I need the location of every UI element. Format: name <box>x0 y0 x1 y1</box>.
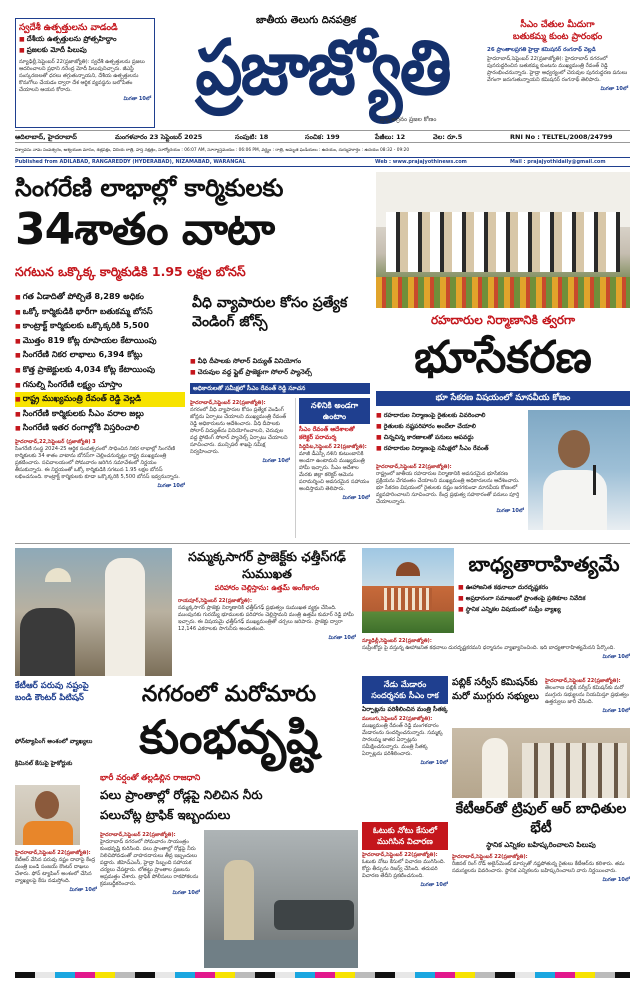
rain-dateline: హైదరాబాద్,సెప్టెంబర్ 22(ప్రజాజ్యోతి): <box>100 832 176 838</box>
lead-body <box>15 437 185 539</box>
badhyata-headline[interactable]: బాధ్యతారాహిత్యమే <box>468 552 620 576</box>
sammakka-text: సమ్మక్కసాగర్ ప్రాజెక్టు నిర్మాణానికి ఛత్తీస్‌గఢ్ ప్రభుత్వం సుముఖత వ్యక్తం చేసింది. ముంపునకు గురయ్యే భూములకు పరిహారం చెల్లిస్తామని మంత్రి ఉత్తమ్ కుమార్ రెడ్డి హామీ ఇచ్చారు. ఈ విషయమై ఛత్తీస్‌గఢ్ ముఖ్యమంత్రితో చర్చలు జరిపారు. ప్రాజెక్టు ద్వారా 12,146 ఎకరాలకు సాగునీరు అందుతుంది. <box>178 605 354 632</box>
lead-bullet: ■ సింగరేణి ఇతర రంగాల్లోకి విస్తరించాలి <box>15 421 185 435</box>
ktr-right-more[interactable]: మిగతా 10లో <box>602 877 630 883</box>
vendor-headline[interactable]: వీధి వ్యాపారుల కోసం ప్రత్యేక వెండింగ్ జోన్స్ <box>192 295 348 330</box>
nalini-box[interactable] <box>295 398 370 538</box>
man-foreground <box>20 608 75 676</box>
vote-box[interactable] <box>362 822 448 968</box>
lead-headline-line1[interactable]: సింగరేణి లాభాల్లో కార్మికులకు <box>15 174 284 202</box>
medaram-subtitle: ఏర్పాట్లను పరిశీలించిన మంత్రి సీతక్క <box>362 706 448 713</box>
lead-bullet: ■ కాంట్రాక్ట్ కార్మికులకు ఒక్కొక్కరికి 5,500 <box>15 319 185 334</box>
sammakka-more[interactable]: మిగతా 10లో <box>328 635 356 641</box>
price: వెల: రూ.5 <box>433 133 463 141</box>
nalini-dateline: సిద్దిపేట,సెప్టెంబర్ 22(ప్రజాజ్యోతి): <box>299 444 367 450</box>
left-teaser-text: న్యూఢిల్లీ,సెప్టెంబర్ 22(ప్రజాజ్యోతి): స్వదేశీ ఉత్పత్తులను ప్రజలు ఆదరించాలని ప్రధాని నరేంద్ర మోదీ పిలుపునిచ్చారు. జీఎస్టీ సంస్కరణలతో ధరలు తగ్గుతున్నాయని, దేశీయ ఉత్పత్తులను కొనుగోలు చేయడం ద్వారా దేశ ఆర్థిక వ్యవస్థను బలోపేతం చేయాలని ఆయన కోరారు. <box>19 59 145 93</box>
vendor-bullet: ■ వీధి దీపాలకు సోలార్ విద్యుత్ వినియోగం <box>190 356 370 367</box>
pages: పేజీలు: 12 <box>375 133 406 141</box>
bhoo-subtitle: భూ సేకరణ విషయంలో మానవీయ కోణం <box>376 391 630 406</box>
lead-more[interactable]: మిగతా 10లో <box>157 483 185 489</box>
worker-helmet <box>45 568 71 582</box>
vote-headline: ఓటుకు నోటు కేసులో ముగిసిన విచారణ <box>362 822 448 850</box>
bandi-head <box>35 791 59 819</box>
lead-headline-line2[interactable]: 34శాతం వాటా <box>15 204 275 255</box>
bhoo-kicker: రహదారుల నిర్మాణానికి త్వరగా <box>430 313 576 327</box>
sammakka-body <box>178 596 356 676</box>
microphone <box>593 465 596 495</box>
psc-body <box>545 676 630 726</box>
rain-body <box>100 830 200 968</box>
sammakka-subtitle: పరిహారం చెల్లిస్తాను: ఉత్తమ్ అంగీకారం <box>214 584 320 592</box>
bhoo-bullet: ■ రైతులకు నష్టపరిహారం అందేలా చేయాలి <box>376 421 526 432</box>
farmers-group <box>522 743 627 798</box>
badhyata-more[interactable]: మిగతా 10లో <box>602 654 630 660</box>
flooded-road <box>204 940 358 968</box>
medaram-box[interactable] <box>362 676 448 818</box>
nalini-subtitle: సీఎం రేవంత్ ఆదేశాలతో కలెక్టర్ పరామర్శ <box>299 426 355 441</box>
vendor-more[interactable]: మిగతా 10లో <box>262 458 290 464</box>
ktr-left-body <box>15 848 97 968</box>
cm-speaking-photo[interactable] <box>528 410 630 530</box>
lead-subtitle: సగటున ఒక్కొక్క కార్మికుడికి 1.95 లక్షల బోనస్ <box>15 264 246 279</box>
lead-bullet: ■ కొత్త ప్రాజెక్టులకు 4,034 కోట్ల కేటాయింపు <box>15 363 185 378</box>
medaram-dateline: ములుగు,సెప్టెంబర్ 22(ప్రజాజ్యోతి): <box>362 716 433 722</box>
left-teaser-bullet: ■ ప్రజలకు మోదీ పిలుపు <box>19 45 151 56</box>
issue-date: మంగళవారం 23 సెప్టెంబర్ 2025 <box>115 133 203 141</box>
psc-headline[interactable]: పబ్లిక్ సర్వీస్ కమిషన్‌కు మరో ముగ్గురు సభ్యులు <box>452 677 539 702</box>
rain-headline-line1[interactable]: నగరంలో మరోమారు <box>141 682 317 707</box>
right-teaser-box[interactable] <box>485 18 630 128</box>
bhoo-headline[interactable]: భూసేకరణ <box>414 332 592 383</box>
rain-line1: పలు ప్రాంతాల్లో రోడ్లపై నిలిచిన నీరు <box>100 788 263 802</box>
lead-bullet: ■ సింగరేణి కార్మికులకు సీఎం వరాల జల్లు <box>15 407 185 422</box>
rain-subtitle: భారీ వర్షంతో తల్లడిల్లిన రాజధాని <box>100 773 201 782</box>
ktr-figure <box>482 738 508 798</box>
rni-number: RNI No : TELTEL/2008/24799 <box>510 133 613 141</box>
left-teaser-bullet: ■ దేశీయ ఉత్పత్తులను ప్రోత్సహిద్దాం <box>19 34 151 45</box>
bhoo-text: రాష్ట్రంలో జాతీయ రహదారుల నిర్మాణానికి అవసరమైన భూసేకరణ ప్రక్రియను వేగవంతం చేయాలని ముఖ్యమంత్రి అధికారులను ఆదేశించారు. భూ సేకరణ విషయంలో రైతులకు నష్టం జరగకుండా మానవీయ కోణంలో వ్యవహరించాలని సూచించారు. కేంద్ర ప్రభుత్వ సహకారంతో పనులు పూర్తి చేయాలన్నారు. <box>376 471 520 505</box>
badhyata-bullet: ■ ఊహాజనిత కథనాలూ దురదృష్టకరం <box>458 582 630 593</box>
section-divider <box>15 543 630 544</box>
edition: ఆదిలాబాద్, హైదరాబాద్ <box>15 133 77 141</box>
bhoo-bullet: ■ రహదారుల నిర్మాణంపై రైతులకు వివరించాలి <box>376 410 526 421</box>
flower-bed <box>376 277 630 308</box>
sammakka-headline[interactable]: సమ్మక్కసాగర్ ప్రాజెక్ట్‌కు ఛత్తీస్‌గఢ్ సుముఖత <box>188 549 346 581</box>
cm-shirt <box>543 470 607 530</box>
bhoo-dateline: హైదరాబాద్,సెప్టెంబర్ 22(ప్రజాజ్యోతి): <box>376 464 452 470</box>
lead-dateline: హైదరాబాద్,22,సెప్టెంబర్ (ప్రజాజ్యోతి) 3 <box>15 439 96 445</box>
rain-line2: పలుచోట్ల ట్రాఫిక్ ఇబ్బందులు <box>100 808 231 822</box>
badhyata-bullets <box>458 582 630 632</box>
dateline-bar <box>15 130 630 143</box>
lead-bullets <box>15 290 185 435</box>
bhoo-bullet: ■ రహదారుల నిర్మాణంపై సమీక్షలో సీఎం రేవంత్ <box>376 443 526 454</box>
ktr-left-more[interactable]: మిగతా 10లో <box>69 887 97 893</box>
badhyata-body <box>362 636 630 670</box>
ktr-left-headline[interactable]: కేటీఆర్ పరువు నష్టంపై బండి కౌంటర్ పిటిషన్ <box>15 681 89 703</box>
lead-bullet: ■ ఒక్కో కార్మికుడికి భారీగా బతుకమ్మ బోనస్ <box>15 305 185 320</box>
color-registration-strip <box>15 972 630 978</box>
ktr-right-dateline: హైదరాబాద్,సెప్టెంబర్ 22(ప్రజాజ్యోతి): <box>452 854 528 860</box>
published-from: Published from ADILABAD, RANGAREDDY (HYDERABAD), NIZAMABAD, WARANGAL <box>15 159 246 165</box>
bhoo-bullet: ■ చిన్నచిన్న కారణాలతో పనులు ఆపవద్దు <box>376 432 526 443</box>
medaram-text: ముఖ్యమంత్రి రేవంత్ రెడ్డి మంగళవారం మేడారంను సందర్శించనున్నారు. సమ్మక్క సారలమ్మ జాతర ఏర్పాట్లను సమీక్షించనున్నారు. మంత్రి సీతక్క ఏర్పాట్లను పరిశీలించారు. <box>362 723 443 757</box>
psc-dateline: హైదరాబాద్,సెప్టెంబర్ 22(ప్రజాజ్యోతి): <box>545 678 621 684</box>
psc-more[interactable]: మిగతా 10లో <box>602 708 630 714</box>
vendor-dateline: హైదరాబాద్,సెప్టెంబర్ 22(ప్రజాజ్యోతి): <box>190 400 266 406</box>
bandi-sanjay-photo[interactable] <box>15 785 80 845</box>
publisher-strip <box>15 157 630 167</box>
vendor-text: నగరంలో వీధి వ్యాపారుల కోసం ప్రత్యేక వెండింగ్ జోన్లను ఏర్పాటు చేయాలని ముఖ్యమంత్రి రేవంత్ రెడ్డి అధికారులను ఆదేశించారు. వీధి దీపాలకు సోలార్ విద్యుత్‌ను వినియోగించాలని, చెరువుల వద్ద ఫ్లోటింగ్ సోలార్ ప్యానెల్స్ ఏర్పాటు చేయాలని సూచించారు. మున్సిపల్ శాఖపై సమీక్ష నిర్వహించారు. <box>190 407 288 455</box>
rain-headline-line2[interactable]: కుంభవృష్టి <box>139 710 319 764</box>
court-pillars <box>384 588 432 610</box>
masthead-logo[interactable]: ప్రజాజ్యోతి <box>195 23 450 112</box>
lead-bullet: ■ మొత్తం 819 కోట్ల రూపాయల కేటాయింపు <box>15 334 185 349</box>
ktr-left-sub1: ఫోన్‌ట్యాపింగ్ అంశంలో వ్యాఖ్యలు <box>15 738 93 745</box>
vote-text: ఓటుకు నోటు కేసులో విచారణ ముగిసింది. కోర్టు తీర్పును రిజర్వ్ చేసింది. తదుపరి విచారణ తేదీని ప్రకటించనుంది. <box>362 859 446 879</box>
supreme-court-photo[interactable] <box>362 548 454 633</box>
vote-dateline: హైదరాబాద్,సెప్టెంబర్ 22(ప్రజాజ్యోతి): <box>362 852 438 858</box>
sanchika: సంచిక: 199 <box>305 133 340 141</box>
right-teaser-subtitle: 26 ప్రాంతాలప్రగతి హైడ్రా కమిషనర్ రంగనాథ్ వెల్లడి <box>487 47 596 53</box>
bhoo-bullets <box>376 410 526 458</box>
ktr-left-text: కేటీఆర్ వేసిన పరువు నష్టం దావాపై కేంద్ర మంత్రి బండి సంజయ్ కౌంటర్ దాఖలు చేశారు. ఫోన్ ట్యాపింగ్ అంశంలో చేసిన వ్యాఖ్యలపై కేసు నడుస్తోంది. <box>15 857 96 884</box>
minister-figure <box>105 558 145 676</box>
right-teaser-more[interactable]: మిగతా 10లో <box>600 86 628 92</box>
ktr-right-headline[interactable]: కేటీఆర్‌తో ట్రిపుల్ ఆర్ బాధితుల భేటీ <box>455 801 627 836</box>
ktr-left-dateline: హైదరాబాద్,సెప్టెంబర్ 22(ప్రజాజ్యోతి): <box>15 850 91 856</box>
lead-bullet: ■ గత ఏడాదితో పోల్చితే 8,289 అధికం <box>15 290 185 305</box>
logo-sub: ప్రశ్న అగ్రనం ప్రజల కోణం <box>380 116 437 123</box>
vehicles <box>274 900 354 930</box>
sammakka-photo[interactable] <box>15 548 172 676</box>
panchangam-strip: విశ్వావసు నామ సంవత్సరం, ఆశ్వయుజ మాసం, శుక్లపక్షం, విదియ రాత్రి, హస్త నక్షత్రం, సూర్యోదయం : 06:07 AM, సూర్యాస్తమయం : 06:06 PM, వర్జ్యం : రాత్రి, అమృత ఘడియలు : ఉదయం, దుర్ముహూర్తం : ఉదయం 08:32 - 09:20 <box>15 148 410 153</box>
badhyata-dateline: న్యూఢిల్లీ,సెప్టెంబర్ 22(ప్రజాజ్యోతి): <box>362 638 432 644</box>
ktr-right-text: రీజినల్ రింగ్ రోడ్ అలైన్‌మెంట్ మార్పుతో నష్టపోతున్న రైతులు కేటీఆర్‌ను కలిశారు. తమ సమస్యలను వివరించారు. స్థానిక ఎన్నికలను బహిష్కరించాలని వారు నిర్ణయించారు. <box>452 861 625 874</box>
ktr-right-body <box>452 852 630 968</box>
people-row <box>386 212 620 272</box>
court-dome <box>396 562 420 576</box>
nalini-title: నళినికి అండగా ఉంటాం <box>299 398 370 424</box>
rain-text: హైదరాబాద్ నగరంలో సోమవారం సాయంత్రం కుంభవృష్టి కురిసింది. పలు ప్రాంతాల్లో రోడ్లపై నీరు నిలిచిపోవడంతో వాహనదారులు తీవ్ర ఇబ్బందులు పడ్డారు. జీహెచ్ఎంసీ, హైడ్రా సిబ్బంది సహాయక చర్యలు చేపట్టారు. లోతట్టు ప్రాంతాల ప్రజలను అప్రమత్తం చేశారు. ట్రాఫిక్ పోలీసులు రాకపోకలను క్రమబద్ధీకరించారు. <box>100 839 199 887</box>
ktr-left-sub2: క్రిమినల్ కేసుపై హైకోర్టుకు <box>15 760 73 767</box>
rain-more[interactable]: మిగతా 10లో <box>172 890 200 896</box>
nalini-more[interactable]: మిగతా 10లో <box>342 495 370 501</box>
bhoo-more[interactable]: మిగతా 10లో <box>496 508 524 514</box>
singareni-cheque-photo[interactable] <box>376 172 630 308</box>
lead-text: సింగరేణి సంస్థ 2024-25 ఆర్థిక సంవత్సరంలో సాధించిన నికర లాభాల్లో సింగరేణి కార్మికులకు 34 శాతం వాటాను బోనస్‌గా చెల్లించనున్నట్లు రాష్ట్ర ముఖ్యమంత్రి ప్రకటించారు. సచివాలయంలో సోమవారం జరిగిన సమావేశంలో నిర్ణయం తీసుకున్నారు. ఈ నిర్ణయంతో ఒక్కో కార్మికుడికి సగటున 1.95 లక్షల బోనస్ లభించనుంది. కాంట్రాక్ట్ కార్మికులకు కూడా ఒక్కొక్కరికి 5,500 బోనస్ ఇవ్వనున్నారు. <box>15 446 180 480</box>
right-teaser-text: హైదరాబాద్,సెప్టెంబర్ 22(ప్రజాజ్యోతి): హైదరాబాద్ నగరంలో పునరుద్ధరించిన బతుకమ్మ కుంటను ముఖ్యమంత్రి రేవంత్ రెడ్డి ప్రారంభించనున్నారు. హైడ్రా ఆధ్వర్యంలో చెరువుల పునరుద్ధరణ పనులు వేగంగా జరుగుతున్నాయని కమిషనర్ రంగనాథ్ తెలిపారు. <box>487 56 628 83</box>
vote-more[interactable]: మిగతా 10లో <box>420 882 448 888</box>
ktr-meeting-photo[interactable] <box>452 728 630 798</box>
medaram-more[interactable]: మిగతా 10లో <box>420 760 448 766</box>
nalini-text: మాజీ డీఎస్పీ నళిని కుటుంబానికి అండగా ఉంటామని ముఖ్యమంత్రి హామీ ఇచ్చారు. సీఎం ఆదేశాల మేరకు జిల్లా కలెక్టర్ ఆమెను పరామర్శించి అవసరమైన సహాయం అందిస్తామని తెలిపారు. <box>299 451 370 492</box>
badhyata-text: సుప్రీంకోర్టు పై వస్తున్న ఊహాజనిత కథనాలు దురదృష్టకరమని ధర్మాసనం వ్యాఖ్యానించింది. ఇది బాధ్యతారాహిత్యమేనని పేర్కొంది. <box>362 645 615 651</box>
lead-bullet: ■ సింగరేణి నికర లాభాలు 6,394 కోట్లు <box>15 348 185 363</box>
badhyata-bullet: ■ స్థానిక ఎన్నికల విషయంలో సుప్రీం వ్యాఖ్య <box>458 604 630 615</box>
rain-street-photo[interactable] <box>204 830 358 968</box>
bhoo-body <box>376 462 524 540</box>
right-teaser-title: సీఎం చేతుల మీదుగా <box>520 20 595 30</box>
lead-bullet: ■ రాష్ట్ర ముఖ్యమంత్రి రేవంత్ రెడ్డి వెల్లడి <box>15 392 185 407</box>
left-teaser-more[interactable]: మిగతా 10లో <box>123 96 151 102</box>
medaram-headline: నేడు మేడారం సందర్శనకు సీఎం రాక <box>362 676 448 704</box>
vendor-body <box>190 398 290 538</box>
tagline: జాతీయ తెలుగు దినపత్రిక <box>256 15 356 26</box>
bandi-saffron-scarf <box>23 821 73 845</box>
right-teaser-title2: బతుకమ్మ కుంట ప్రారంభం <box>512 32 603 42</box>
lead-bullet: ■ గనుల్ని సింగరేణి లక్ష్యం చూస్తాం <box>15 378 185 393</box>
badhyata-bullet: ■ అప్రధానంగా సమాజంలో ప్రాంతంపై ప్రతికూల నివేదిక <box>458 593 630 604</box>
samputi: సంపుటి: 18 <box>235 133 269 141</box>
ktr-right-subtitle: స్థానిక ఎన్నికల బహిష్కరించాలని పిలుపు <box>486 841 596 849</box>
left-teaser-title: స్వదేశీ ఉత్పత్తులను వాడండి <box>19 23 118 33</box>
left-teaser-box[interactable] <box>15 18 155 128</box>
cm-head <box>558 430 590 468</box>
vendor-bullet: ■ చెరువుల వద్ద ఫ్లైట్ ప్రాజెక్టుగా సోలార్ ప్యానెల్స్ <box>190 367 370 378</box>
psc-text: తెలంగాణ పబ్లిక్ సర్వీస్ కమిషన్‌కు మరో ముగ్గురు సభ్యులను నియమిస్తూ ప్రభుత్వం ఉత్తర్వులు జారీ చేసింది. <box>545 685 629 705</box>
sammakka-dateline: రాయపూర్,సెప్టెంబర్ 22(ప్రజాజ్యోతి): <box>178 598 252 604</box>
website[interactable]: Web : www.prajajyothinews.com <box>375 159 467 165</box>
vendor-highlight: అధికారులతో సమీక్షలో సీఎం రేవంత్ రెడ్డి సూచన <box>190 383 370 394</box>
email[interactable]: Mail : prajajyothidaily@gmail.com <box>510 159 606 165</box>
